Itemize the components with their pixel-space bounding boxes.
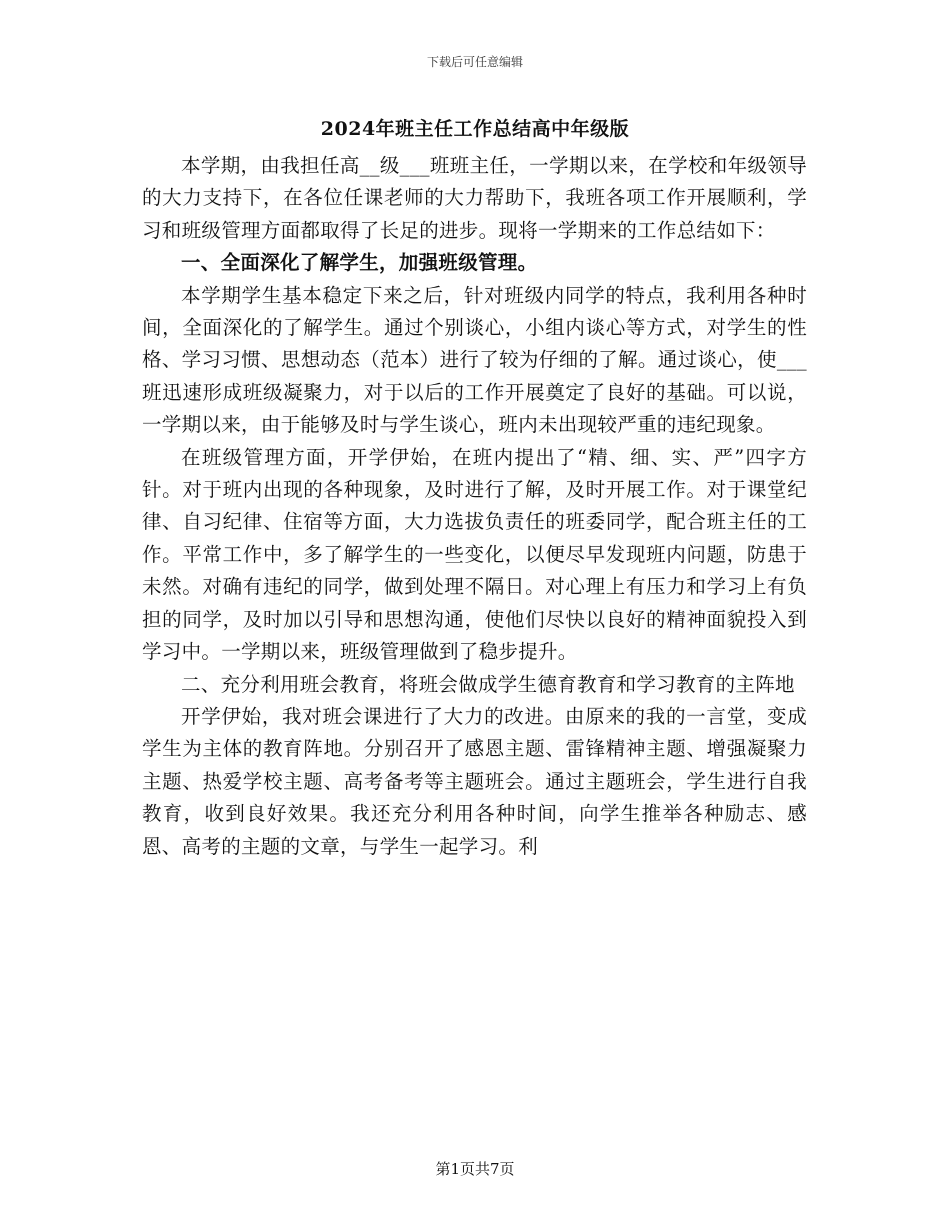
section-heading-1: 一、全面深化了解学生，加强班级管理。: [181, 251, 538, 275]
paragraph-intro: 本学期，由我担任高__级___班班主任，一学期以来，在学校和年级领导的大力支持下，在各位任课老师的大力帮助下，我班各项工作开展顺利，学习和班级管理方面都取得了长足的进步。现将一学期来的工作总结如下：: [142, 154, 807, 242]
paragraph: 开学伊始，我对班会课进行了大力的改进。由原来的我的一言堂，变成学生为主体的教育阵地。分别召开了感恩主题、雷锋精神主题、增强凝聚力主题、热爱学校主题、高考备考等主题班会。通过主题班会，学生进行自我教育，收到良好效果。我还充分利用各种时间，向学生推举各种励志、感恩、高考的主题的文章，与学生一起学习。利: [142, 704, 807, 858]
section-heading-2: 二、充分利用班会教育，将班会做成学生德育教育和学习教育的主阵地: [181, 672, 795, 696]
document-title: 2024年班主任工作总结高中年级版: [320, 118, 630, 140]
document-body: [142, 150, 807, 863]
paragraph: 在班级管理方面，开学伊始，在班内提出了“精、细、实、严”四字方针。对于班内出现的各种现象，及时进行了解，及时开展工作。对于课堂纪律、自习纪律、住宿等方面，大力选拔负责任的班委同学，配合班主任的工作。平常工作中，多了解学生的一些变化，以便尽早发现班内问题，防患于未然。对确有违纪的同学，做到处理不隔日。对心理上有压力和学习上有负担的同学，及时加以引导和思想沟通，使他们尽快以良好的精神面貌投入到学习中。一学期以来，班级管理做到了稳步提升。: [142, 445, 807, 664]
page-header-note: 下载后可任意编辑: [426, 55, 523, 69]
paragraph: 本学期学生基本稳定下来之后，针对班级内同学的特点，我利用各种时间，全面深化的了解学生。通过个别谈心，小组内谈心等方式，对学生的性格、学习习惯、思想动态（范本）进行了较为仔细的了解。通过谈心，使___班迅速形成班级凝聚力，对于以后的工作开展奠定了良好的基础。可以说，一学期以来，由于能够及时与学生谈心，班内未出现较严重的违纪现象。: [142, 283, 807, 437]
page-number-footer: 第1页共7页: [435, 1160, 515, 1178]
